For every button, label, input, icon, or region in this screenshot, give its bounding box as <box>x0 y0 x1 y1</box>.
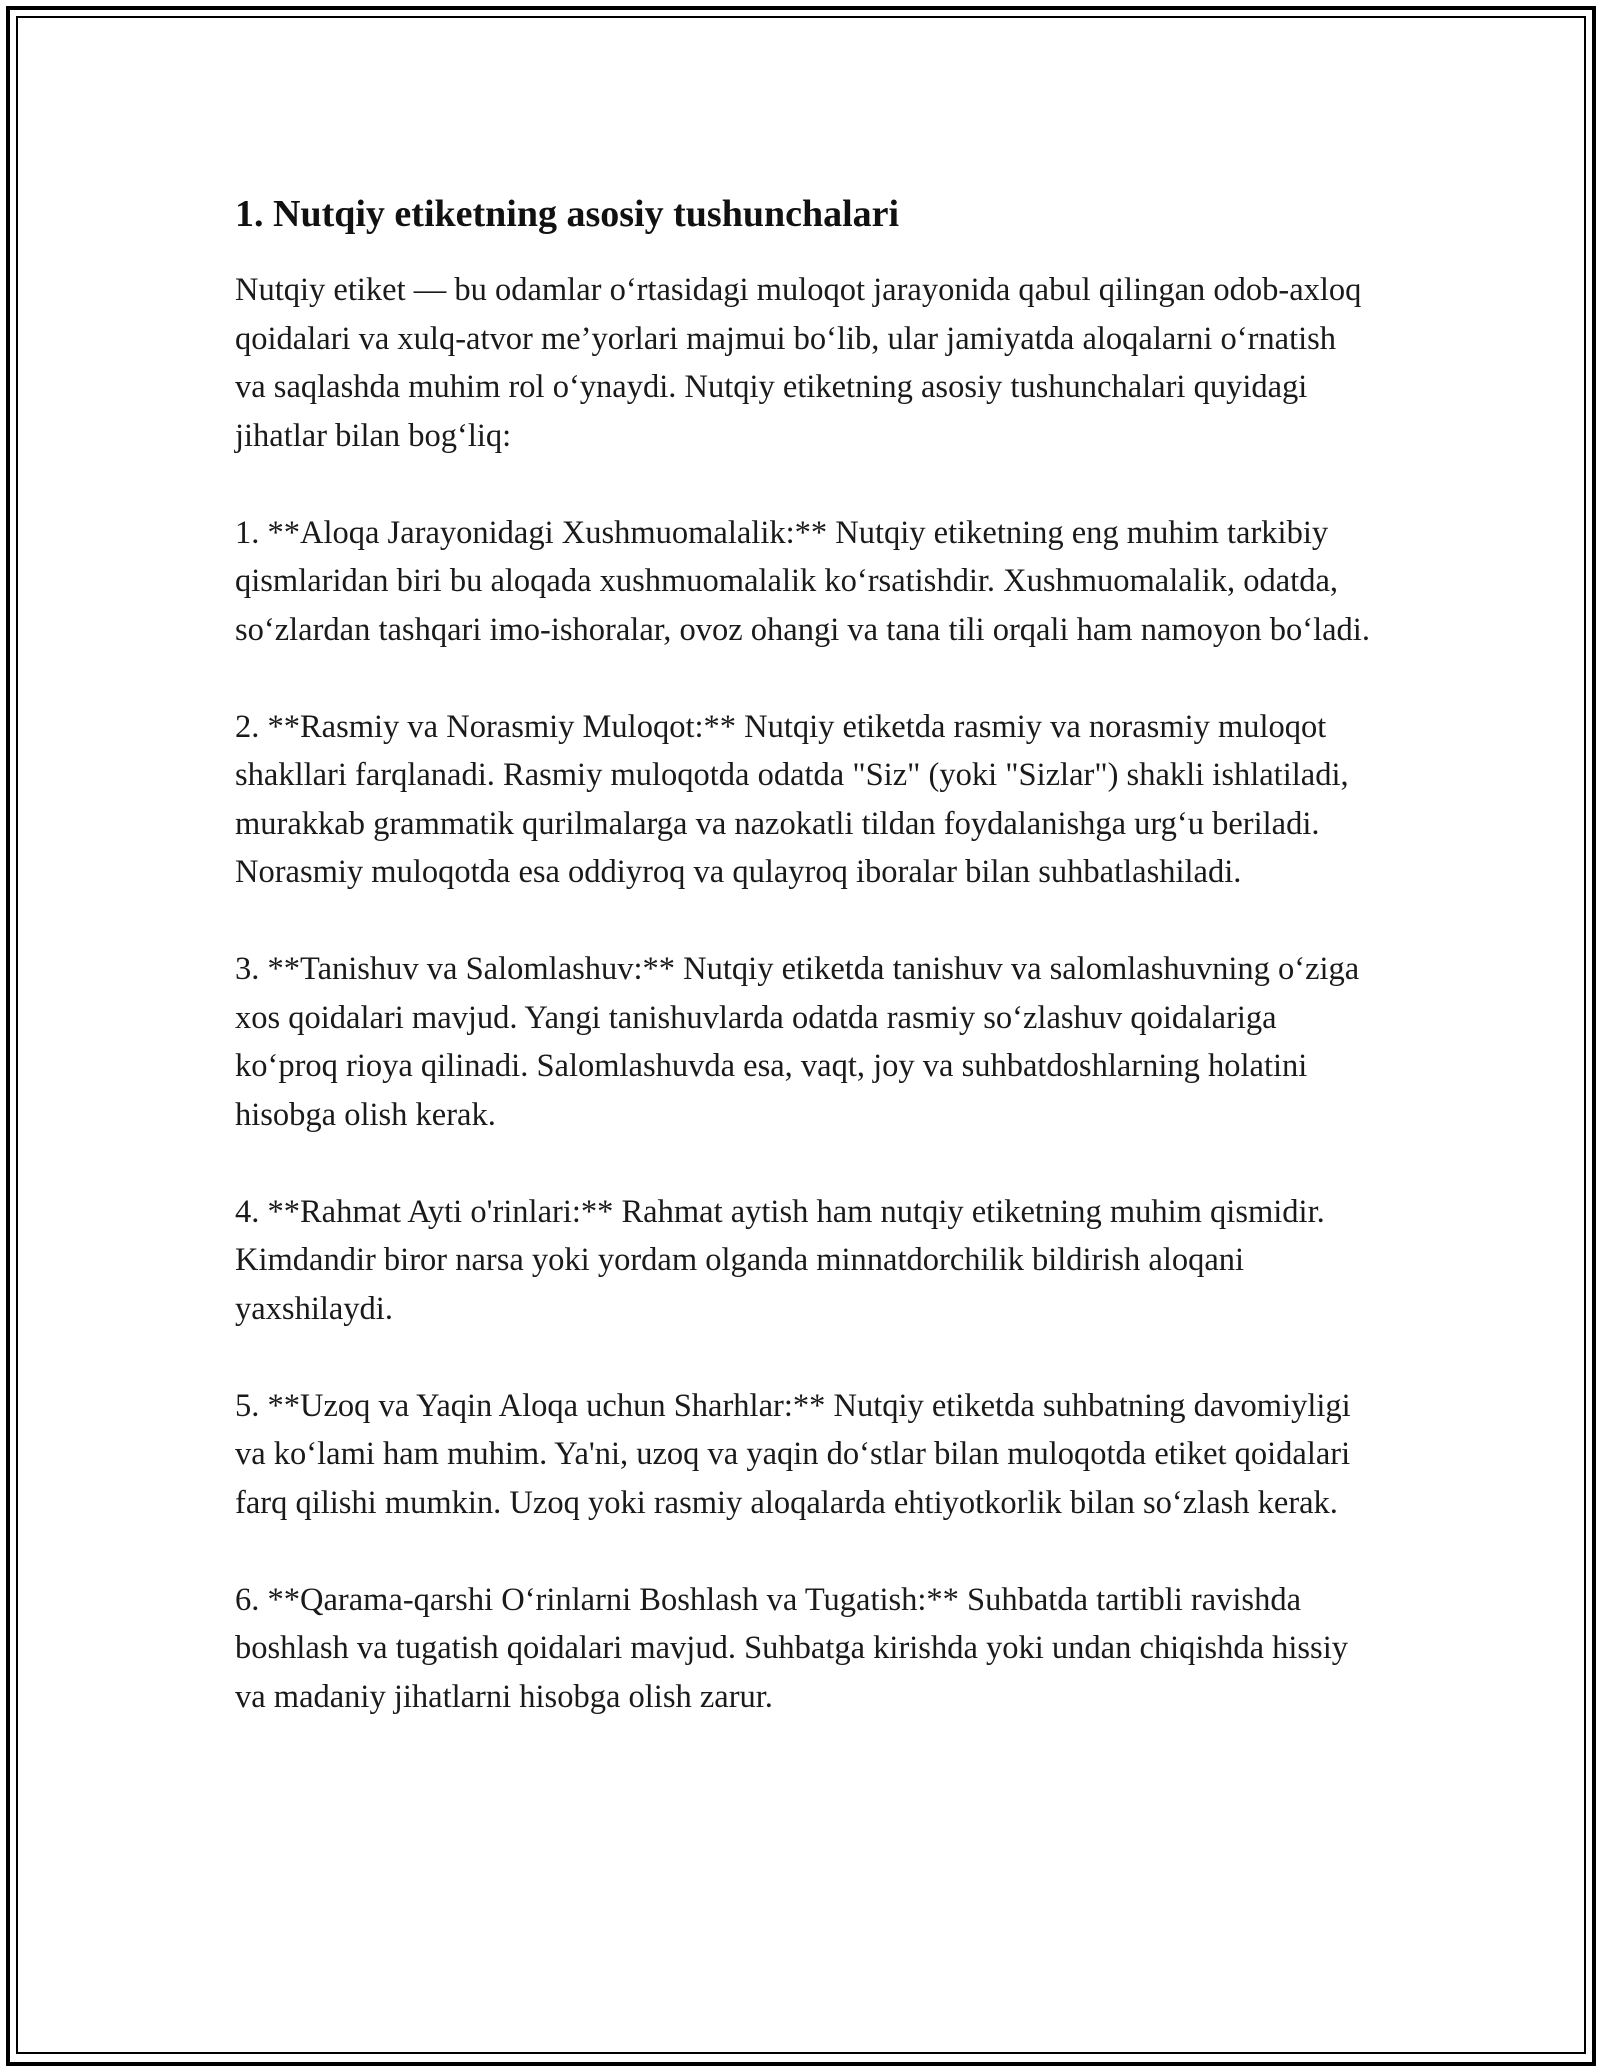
list-item: 2. **Rasmiy va Norasmiy Muloqot:** Nutqiy etiketda rasmiy va norasmiy muloqot shakllari farqlanadi. Rasmiy muloqotda odatda "Siz" (yoki "Sizlar") shakli ishlatiladi, murakkab grammatik qurilmalarga va nazokatli tildan foydalanishga urg‘u beriladi. Norasmiy muloqotda esa oddiyroq va qulayroq iboralar bilan suhbatlashiladi. <box>235 708 1349 890</box>
list-item: 5. **Uzoq va Yaqin Aloqa uchun Sharhlar:** Nutqiy etiketda suhbatning davomiyligi va ko‘lami ham muhim. Ya'ni, uzoq va yaqin do‘stlar bilan muloqotda etiket qoidalari farq qilishi mumkin. Uzoq yoki rasmiy aloqalarda ehtiyotkorlik bilan so‘zlash kerak. <box>235 1387 1351 1521</box>
list-item: 3. **Tanishuv va Salomlashuv:** Nutqiy etiketda tanishuv va salomlashuvning o‘ziga xos qoidalari mavjud. Yangi tanishuvlarda odatda rasmiy so‘zlashuv qoidalariga ko‘proq rioya qilinadi. Salomlashuvda esa, vaqt, joy va suhbatdoshlarning holatini hisobga olish kerak. <box>235 951 1360 1133</box>
list-item: 6. **Qarama-qarshi O‘rinlarni Boshlash va Tugatish:** Suhbatda tartibli ravishda boshlash va tugatish qoidalari mavjud. Suhbatga kirishda yoki undan chiqishda hissiy va madaniy jihatlarni hisobga olish zarur. <box>235 1581 1348 1715</box>
document-heading: 1. Nutqiy etiketning asosiy tushunchalari <box>235 193 900 235</box>
document-body <box>235 188 1370 1721</box>
intro-paragraph: Nutqiy etiket — bu odamlar o‘rtasidagi muloqot jarayonida qabul qilingan odob-axloq qoidalari va xulq-atvor me’yorlari majmui bo‘lib, ular jamiyatda aloqalarni o‘rnatish va saqlashda muhim rol o‘ynaydi. Nutqiy etiketning asosiy tushunchalari quyidagi jihatlar bilan bog‘liq: <box>235 272 1362 454</box>
list-item: 4. **Rahmat Ayti o'rinlari:** Rahmat aytish ham nutqiy etiketning muhim qismidir. Kimdandir biror narsa yoki yordam olganda minnatdorchilik bildirish aloqani yaxshilaydi. <box>235 1193 1325 1327</box>
list-item: 1. **Aloqa Jarayonidagi Xushmuomalalik:** Nutqiy etiketning eng muhim tarkibiy qismlaridan biri bu aloqada xushmuomalalik ko‘rsatishdir. Xushmuomalalik, odatda, so‘zlardan tashqari imo-ishoralar, ovoz ohangi va tana tili orqali ham namoyon bo‘ladi. <box>235 514 1370 648</box>
